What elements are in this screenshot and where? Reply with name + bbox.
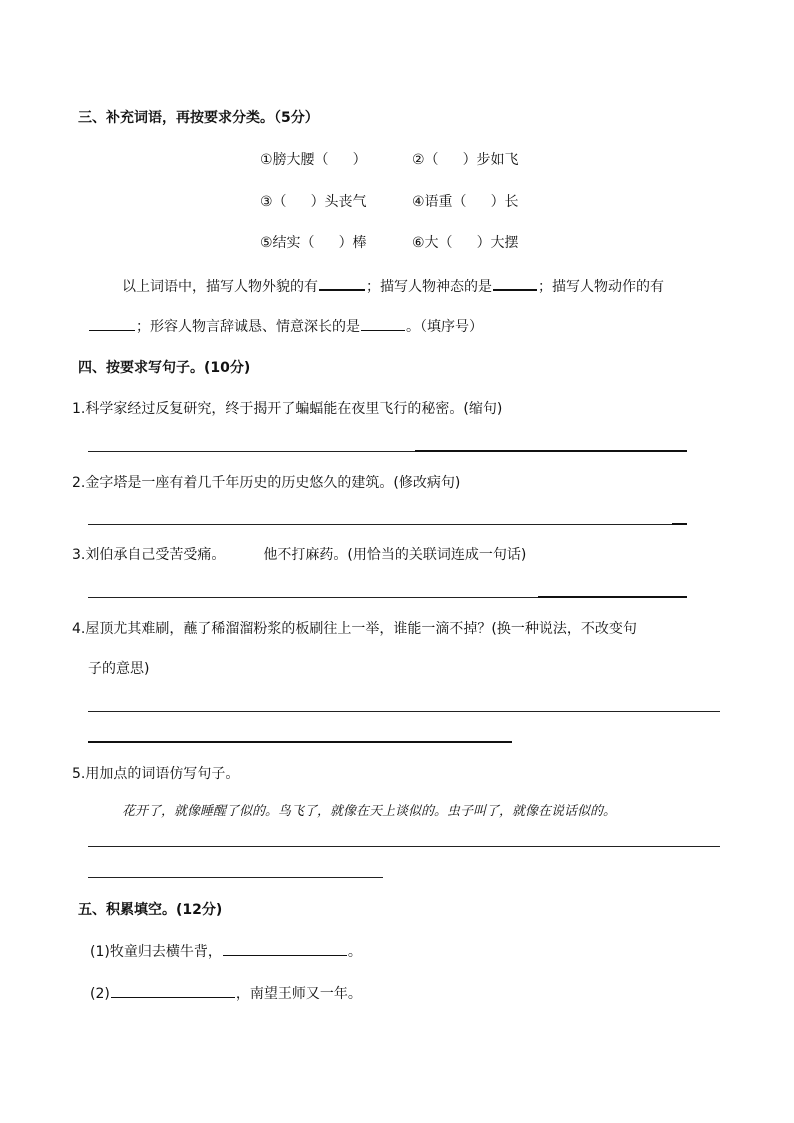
word-item-3-post: ）头丧气 (310, 194, 367, 210)
question-number: 4. (72, 621, 86, 637)
question-4-1 (72, 398, 502, 418)
word-item-3 (260, 191, 367, 211)
word-item-5 (260, 232, 367, 252)
fill-5-1 (90, 940, 362, 961)
answer-line-4-3b[interactable] (538, 596, 687, 598)
word-item-5-post: ）棒 (338, 235, 367, 251)
section-3-heading: 三、补充词语，再按要求分类。（5分） (78, 110, 319, 126)
word-item-2-post: ）步如飞 (462, 152, 519, 168)
classify-line-1 (122, 274, 664, 296)
question-text: 金字塔是一座有着几千年历史的历史悠久的建筑。(修改病句) (85, 475, 461, 491)
word-item-5-pre: ⑤结实（ (260, 235, 315, 251)
answer-line-4-5a[interactable] (88, 846, 720, 847)
fill-text-pre: 牧童归去横牛背， (109, 944, 222, 960)
answer-line-4-1b[interactable] (415, 450, 687, 452)
question-text-a: 刘伯承自己受苦受痛。 (85, 547, 226, 563)
question-4-3 (72, 544, 526, 564)
word-item-6-pre: ⑥大（ (412, 235, 453, 251)
question-number: 2. (72, 475, 86, 491)
word-item-2 (412, 149, 519, 169)
fill-number: (2) (90, 986, 110, 1002)
answer-line-4-1a[interactable] (88, 451, 415, 452)
fill-5-2 (90, 982, 362, 1003)
answer-line-4-2b[interactable] (672, 523, 687, 525)
word-item-6 (412, 232, 519, 252)
word-item-1-post: ） (352, 152, 367, 168)
word-item-1 (260, 149, 367, 169)
classify-text-4: ；形容人物言辞诚恳、情意深长的是 (136, 319, 360, 335)
word-item-3-pre: ③（ (260, 194, 287, 210)
fill-number: (1) (90, 944, 110, 960)
question-number: 5. (72, 766, 86, 782)
question-4-5 (72, 763, 239, 783)
answer-line-4-5b[interactable] (88, 877, 383, 878)
classify-text-3: ；描写人物动作的有 (538, 279, 664, 295)
word-item-4 (412, 191, 519, 211)
word-item-1-pre: ①膀大腰（ (260, 152, 329, 168)
classify-text-5: 。（填序号） (406, 319, 483, 335)
word-item-4-post: ）长 (490, 194, 519, 210)
section-5-heading: 五、积累填空。(12分) (78, 902, 223, 918)
blank-sincere[interactable] (361, 315, 405, 331)
word-item-2-pre: ②（ (412, 152, 439, 168)
question-text: 科学家经过反复研究，终于揭开了蝙蝠能在夜里飞行的秘密。(缩句) (85, 401, 503, 417)
answer-line-4-3a[interactable] (88, 597, 538, 598)
classify-text-2: ；描写人物神态的是 (366, 279, 492, 295)
blank-action[interactable] (89, 315, 135, 331)
question-text: 用加点的词语仿写句子。 (85, 766, 240, 782)
question-number: 3. (72, 547, 86, 563)
word-item-6-post: ）大摆 (476, 235, 519, 251)
question-number: 1. (72, 401, 86, 417)
question-4-4-cont: 子的意思) (88, 661, 150, 677)
answer-line-4-4a[interactable] (88, 711, 720, 712)
fill-text-post: 。 (347, 944, 362, 960)
blank-appearance[interactable] (319, 274, 365, 291)
blank-expression[interactable] (493, 274, 537, 291)
blank-poem-2[interactable] (111, 982, 235, 998)
example-sentence: 花开了，就像睡醒了似的。鸟飞了，就像在天上谈似的。虫子叫了，就像在说话似的。 (122, 804, 617, 819)
question-4-2 (72, 472, 460, 492)
blank-poem-1[interactable] (223, 940, 347, 956)
section-4-heading: 四、按要求写句子。(10分) (78, 360, 251, 376)
answer-line-4-4b[interactable] (88, 741, 512, 743)
question-text: 屋顶尤其难刷，蘸了稀溜溜粉浆的板刷往上一举，谁能一滴不掉？(换一种说法，不改变句 (85, 621, 637, 637)
word-item-4-pre: ④语重（ (412, 194, 467, 210)
question-text-b: 他不打麻药。(用恰当的关联词连成一句话) (263, 547, 527, 563)
classify-text-1: 以上词语中，描写人物外貌的有 (122, 279, 318, 295)
answer-line-4-2a[interactable] (88, 524, 672, 525)
question-4-4 (72, 618, 637, 638)
fill-text-post: ，南望王师又一年。 (235, 986, 362, 1002)
classify-line-2 (88, 315, 483, 336)
